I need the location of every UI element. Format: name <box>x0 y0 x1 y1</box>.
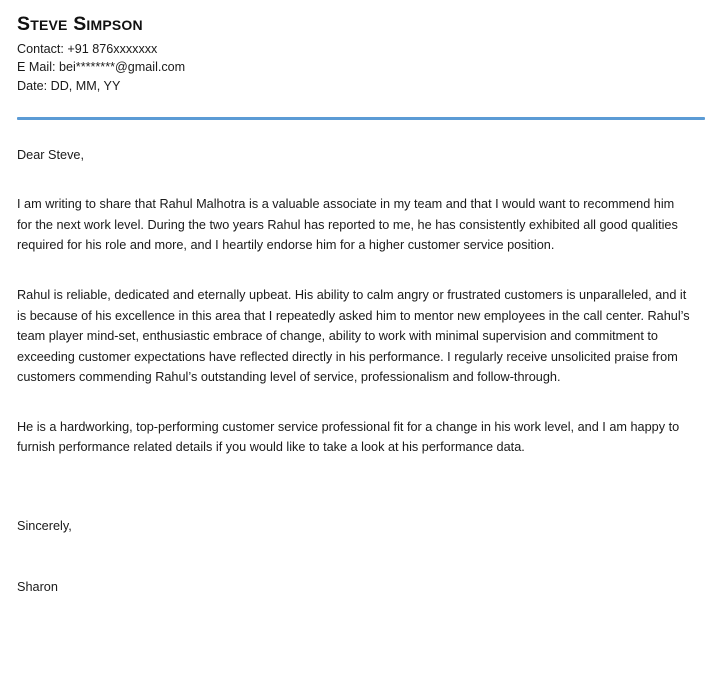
signature-name: Sharon <box>17 579 58 594</box>
contact-block <box>17 40 705 96</box>
sender-name: Steve Simpson <box>17 13 143 35</box>
contact-phone: Contact: +91 876xxxxxxx <box>17 41 158 56</box>
closing-salutation: Sincerely, <box>17 519 72 534</box>
body-paragraph-2: Rahul is reliable, dedicated and eternally upbeat. His ability to calm angry or frustrated customers is unparalleled, and it is because of his excellence in this area that I repeatedly asked him to mentor new employees in the call center. Rahul’s team player mind-set, enthusiastic embrace of change, ability to work with minimal supervision and commitment to exceeding customer expectations have reflected directly in his performance. I regularly receive unsolicited praise from customers commending Rahul’s outstanding level of service, professionalism and follow-through. <box>17 288 690 385</box>
divider-container <box>17 96 705 120</box>
body-paragraph-1: I am writing to share that Rahul Malhotra is a valuable associate in my team and that I would want to recommend him for the next work level. During the two years Rahul has reported to me, he has consistently exhibited all good qualities required for his role and more, and I heartily endorse him for a higher customer service position. <box>17 197 678 253</box>
letterhead <box>17 0 705 96</box>
letter-body <box>17 120 705 598</box>
contact-email: E Mail: bei********@gmail.com <box>17 60 186 75</box>
letter-date: Date: DD, MM, YY <box>17 79 121 94</box>
salutation: Dear Steve, <box>17 147 84 162</box>
body-paragraph-3: He is a hardworking, top-performing customer service professional fit for a change in his work level, and I am happy to furnish performance related details if you would like to take a look at his performance data. <box>17 419 680 455</box>
